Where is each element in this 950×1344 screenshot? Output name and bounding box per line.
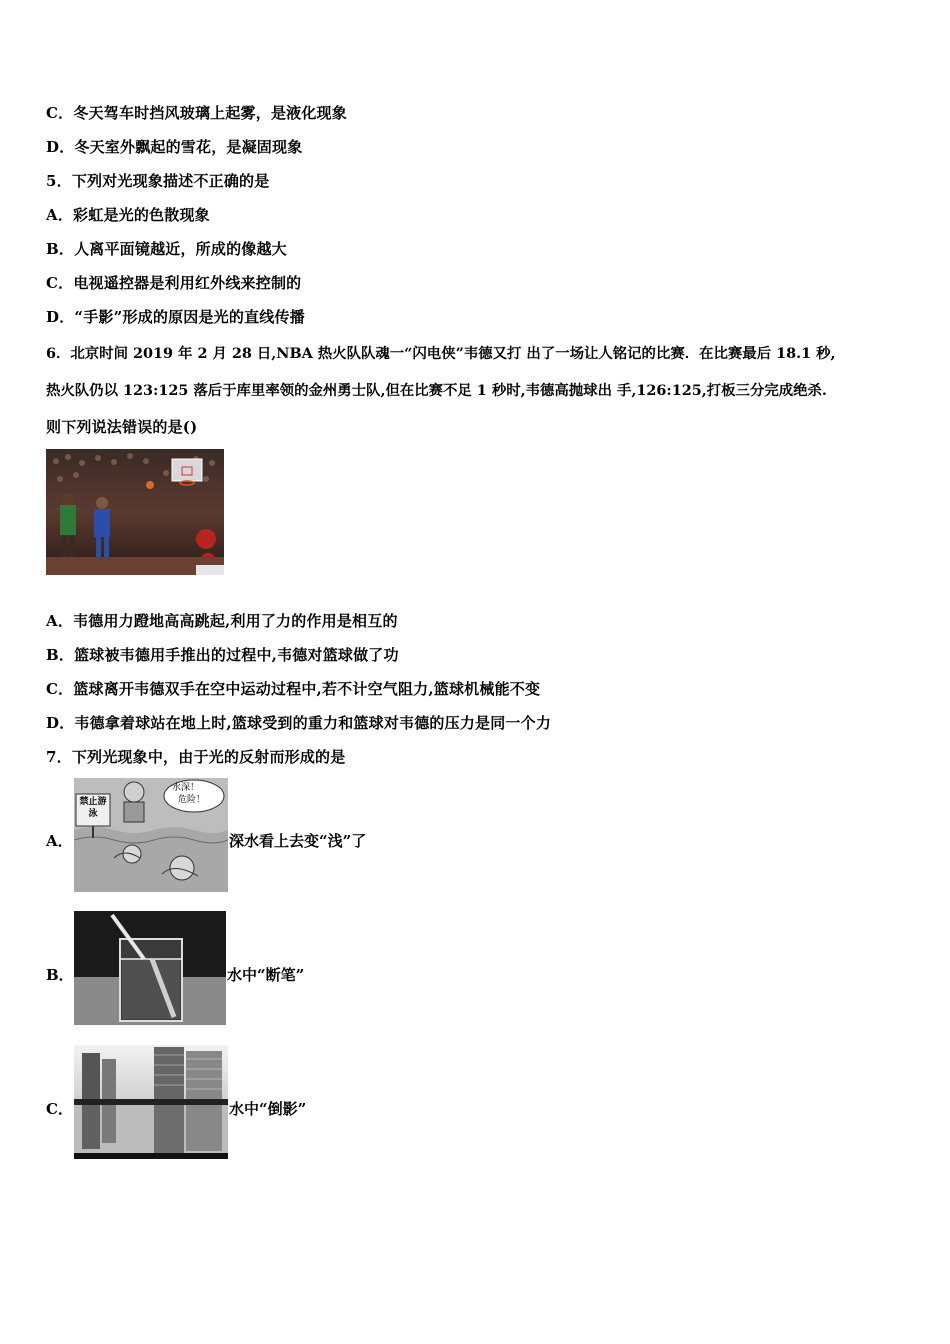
q7-option-a-text: 深水看上去变“浅”了: [229, 832, 367, 850]
q6-option-c: C．篮球离开韦德双手在空中运动过程中,若不计空气阻力,篮球机械能不变: [46, 680, 541, 698]
q5-stem: 5．下列对光现象描述不正确的是: [46, 172, 270, 190]
q7-option-c-text: 水中“倒影”: [229, 1100, 307, 1118]
q6-stem-line1: 6．北京时间 2019 年 2 月 28 日,NBA 热火队队魂一“闪电侠”韦德又打 出了一场让人铭记的比赛．在比赛最后 18.1 秒,: [46, 345, 836, 362]
q7-option-a-label: A．: [46, 832, 73, 850]
q6-option-a: A．韦德用力蹬地高高跳起,利用了力的作用是相互的: [46, 612, 398, 630]
no-swimming-sign: 禁止游泳: [79, 797, 107, 819]
q4-option-c: C．冬天驾车时挡风玻璃上起雾，是液化现象: [46, 104, 347, 122]
q7-option-b-text: 水中“断笔”: [227, 966, 305, 984]
speech-bubble-line1: 水深！: [172, 783, 200, 793]
q6-option-b: B．篮球被韦德用手推出的过程中,韦德对篮球做了功: [46, 646, 399, 664]
speech-bubble-line2: 危险！: [178, 795, 206, 805]
q5-option-c: C．电视遥控器是利用红外线来控制的: [46, 274, 302, 292]
q7-option-b-label: B．: [46, 966, 74, 984]
q6-option-d: D．韦德拿着球站在地上时,篮球受到的重力和篮球对韦德的压力是同一个力: [46, 714, 552, 732]
q5-option-a: A．彩虹是光的色散现象: [46, 206, 210, 224]
reflection-image: [74, 1045, 228, 1159]
q4-option-d: D．冬天室外飘起的雪花，是凝固现象: [46, 138, 303, 156]
q6-stem-line3: 则下列说法错误的是(): [46, 418, 198, 436]
q5-option-b: B．人离平面镜越近，所成的像越大: [46, 240, 287, 258]
q7-stem: 7．下列光现象中，由于光的反射而形成的是: [46, 748, 346, 766]
basketball-photo: [46, 449, 224, 575]
swimming-cartoon-image: [74, 778, 228, 892]
q5-option-d: D．“手影”形成的原因是光的直线传播: [46, 308, 305, 326]
q7-option-c-label: C．: [46, 1100, 73, 1118]
pencil-in-water-image: [74, 911, 226, 1025]
q6-stem-line2: 热火队仍以 123:125 落后于库里率领的金州勇士队,但在比赛不足 1 秒时,韦德高抛球出 手,126:125,打板三分完成绝杀.: [46, 382, 827, 399]
